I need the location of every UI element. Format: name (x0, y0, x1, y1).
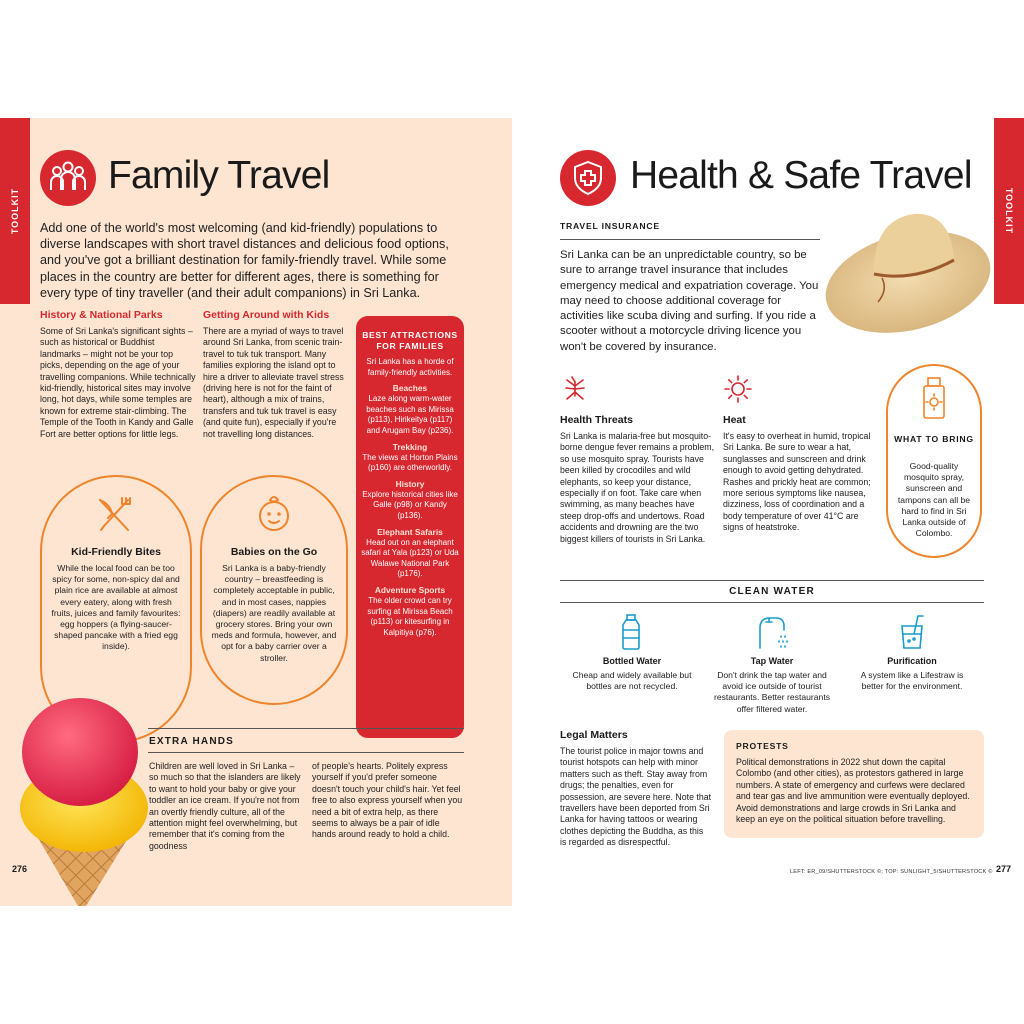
best-attractions-intro: Sri Lanka has a horde of family-friendly activities. (366, 357, 454, 377)
photo-credit: LEFT: ER_09/SHUTTERSTOCK ©; TOP: SUNLIGHT_5/SHUTTERSTOCK © (790, 869, 993, 875)
glass-straw-icon (898, 614, 926, 650)
heat-body: It's easy to overheat in humid, tropical Sri Lanka. Be sure to wear a hat, sunglasses and sunscreen and drink enough to avoid getting dehydrated. Rashes and prickly heat are common; more serious symptoms like nausea, dizziness, loss of coordination and a body temperature of over 41°C are signs of heatstroke. (723, 431, 871, 533)
purification-heading: Purification (887, 656, 937, 666)
toolkit-tab-label: TOOLKIT (1004, 187, 1014, 235)
page-number-left: 276 (12, 864, 28, 874)
fork-knife-icon (92, 492, 138, 538)
bottled-water-heading: Bottled Water (602, 656, 662, 666)
attraction-text: Laze along warm-water beaches such as Mirissa (p113), Hirikeitya (p117) and Arugam Bay (p236). (366, 394, 454, 435)
attraction-text: Explore historical cities like Galle (p98) or Kandy (p136). (362, 489, 458, 520)
clean-water-heading: CLEAN WATER (729, 586, 815, 597)
page-title: Family Travel (108, 154, 330, 197)
attraction-heading: History (395, 478, 425, 489)
attraction-heading: Elephant Safaris (377, 526, 443, 537)
attraction-heading: Trekking (392, 441, 428, 452)
tap-water-text: Don't drink the tap water and avoid ice outside of tourist restaurants. Better restaurants offer filtered water. (713, 670, 831, 714)
extra-hands-rule (148, 752, 464, 753)
sunscreen-icon (920, 376, 948, 420)
mosquito-icon (560, 374, 590, 404)
legal-heading: Legal Matters (560, 729, 628, 741)
insurance-heading: TRAVEL INSURANCE (560, 221, 660, 231)
attraction-text: The older crowd can try surfing at Mirissa Beach (p113) or kitesurfing in Kalpitiya (p76). (367, 595, 453, 637)
babies-heading: Babies on the Go (230, 546, 318, 558)
intro-paragraph: Add one of the world's most welcoming (and kid-friendly) populations to diverse landscapes with short travel distances and delicious food options, and you've got a brilliant destination for family-friendly travel. While some places in the country are better for different ages, there is something for every type of tiny traveller (and their adult companions) in Sri Lanka. (40, 221, 449, 300)
purification-text: A system like a Lifestraw is better for the environment. (860, 670, 964, 692)
attraction-heading: Beaches (392, 383, 428, 394)
straw-hat-image (822, 190, 994, 340)
health-threats-heading: Health Threats (560, 414, 633, 426)
what-to-bring-body: Good-quality mosquito spray, sunscreen and tampons can all be hard to find in Sri Lanka outside of Colombo. (897, 461, 971, 539)
tap-icon (756, 614, 790, 650)
page-number-right: 277 (996, 864, 1012, 874)
best-attractions-box (356, 316, 464, 738)
extra-hands-rule (148, 728, 464, 729)
extra-hands-col2: of people's hearts. Politely express yourself if you'd prefer someone doesn't touch your child's hair. Yet feel free to also express yourself when you need a bit of extra help, as there seems to always be a pair of idle hands around ready to hold a child. (312, 761, 463, 840)
protests-body: Political demonstrations in 2022 shut down the capital Colombo (and other cities), as protestors gathered in large numbers. A state of emergency and curfews were declared and tear gas and live ammunition were eventually deployed. Avoid demonstrations and large crowds in Sri Lanka and keep an eye on the political situation before travelling. (736, 757, 970, 825)
kid-bites-body: While the local food can be too spicy for some, non-spicy dal and plain rice are available at almost every eatery, along with fresh fruits, juices and family favourites: egg hoppers (a flying-saucer-shaped pancake with a fried egg inside). (51, 563, 181, 652)
page-title-right: Health & Safe Travel (630, 154, 972, 197)
getting-around-body: There are a myriad of ways to travel around Sri Lanka, from scenic train-travel to tuk tuk transport. Many families exploring the island opt to hire a driver to alleviate travel stress (driving here is not for the faint of heart), although a mix of trains, transfers and tuk tuk travel is easy (and quite fun), especially if you're not travelling long distances. (203, 326, 344, 439)
health-threats-body: Sri Lanka is malaria-free but mosquito-borne dengue fever remains a problem, so use mosquito spray. Tourists have been killed by crocodiles and wild elephants, so keep your distance, especially if on foot. Take care when swimming, as many beaches have steep drop-offs and undertows. Road accidents and drowning are the two biggest killers of tourists in Sri Lanka. (560, 431, 715, 544)
attraction-text: Head out on an elephant safari at Yala (p123) or Uda Walawe National Park (p176). (361, 537, 459, 579)
kid-bites-heading: Kid-Friendly Bites (71, 546, 161, 558)
book-spread (0, 118, 1024, 906)
extra-hands-col1: Children are well loved in Sri Lanka – so much so that the islanders are likely to want to hold your baby or give your toddler an ice cream. If you're not from an overtly friendly culture, all of the attention might feel overwhelming, but remember that it's coming from the goodness (149, 761, 301, 851)
shield-cross-icon (560, 150, 616, 206)
ice-cream-image (8, 688, 158, 906)
clean-water-rule (560, 602, 984, 603)
toolkit-tab-right (994, 118, 1024, 304)
attraction-text: The views at Horton Plains (p160) are otherworldly. (362, 452, 458, 473)
best-attractions-title: BEST ATTRACTIONS FOR FAMILIES (362, 330, 458, 351)
what-to-bring-heading: WHAT TO BRING (894, 434, 974, 444)
protests-heading: PROTESTS (736, 741, 789, 751)
history-heading: History & National Parks (40, 309, 163, 321)
bottled-water-text: Cheap and widely available but bottles are not recycled. (572, 670, 692, 692)
insurance-body: Sri Lanka can be an unpredictable country, so be sure to arrange travel insurance that includes emergency medical and expatriation coverage. You may need to choose additional coverage for activities like scuba diving and surfing. If you ride a scooter without a motorcycle driving licence you won't be covered by insurance. (560, 249, 819, 353)
toolkit-tab-label: TOOLKIT (10, 187, 20, 235)
tap-water-heading: Tap Water (750, 656, 794, 666)
left-page (0, 118, 512, 906)
insurance-rule (560, 239, 820, 240)
bottle-icon (618, 614, 644, 650)
clean-water-rule (560, 580, 984, 581)
sun-icon (723, 374, 753, 404)
getting-around-heading: Getting Around with Kids (203, 309, 330, 321)
legal-body: The tourist police in major towns and tourist hotspots can help with minor matters such as theft. Stay away from drugs; the penalties, even for possession, are severe here. Note that travellers have been deported from Sri Lanka for having tattoos or wearing clothes depicting the Buddha, as this is regarded as disrespectful. (560, 746, 712, 848)
history-body: Some of Sri Lanka's significant sights – such as historical or Buddhist landmarks – might not be your top picks, depending on the age of your travelling companions. While technically kid-friendly, historical sites may involve long, hot days, while some temples are known for extreme stair-climbing. The Temple of the Tooth in Kandy and Galle Fort are better options for little legs. (40, 326, 196, 439)
baby-face-icon (251, 490, 297, 536)
family-icon (40, 150, 96, 206)
attraction-heading: Adventure Sports (374, 584, 446, 595)
babies-body: Sri Lanka is a baby-friendly country – breastfeeding is completely acceptable in public, and in most cases, nappies (diapers) are readily available at grocery stores. Bring your own meds and formula, however, and opt for a baby carrier over a stroller. (211, 563, 337, 663)
toolkit-tab-left (0, 118, 30, 304)
heat-heading: Heat (723, 414, 746, 426)
extra-hands-heading: EXTRA HANDS (149, 736, 235, 747)
